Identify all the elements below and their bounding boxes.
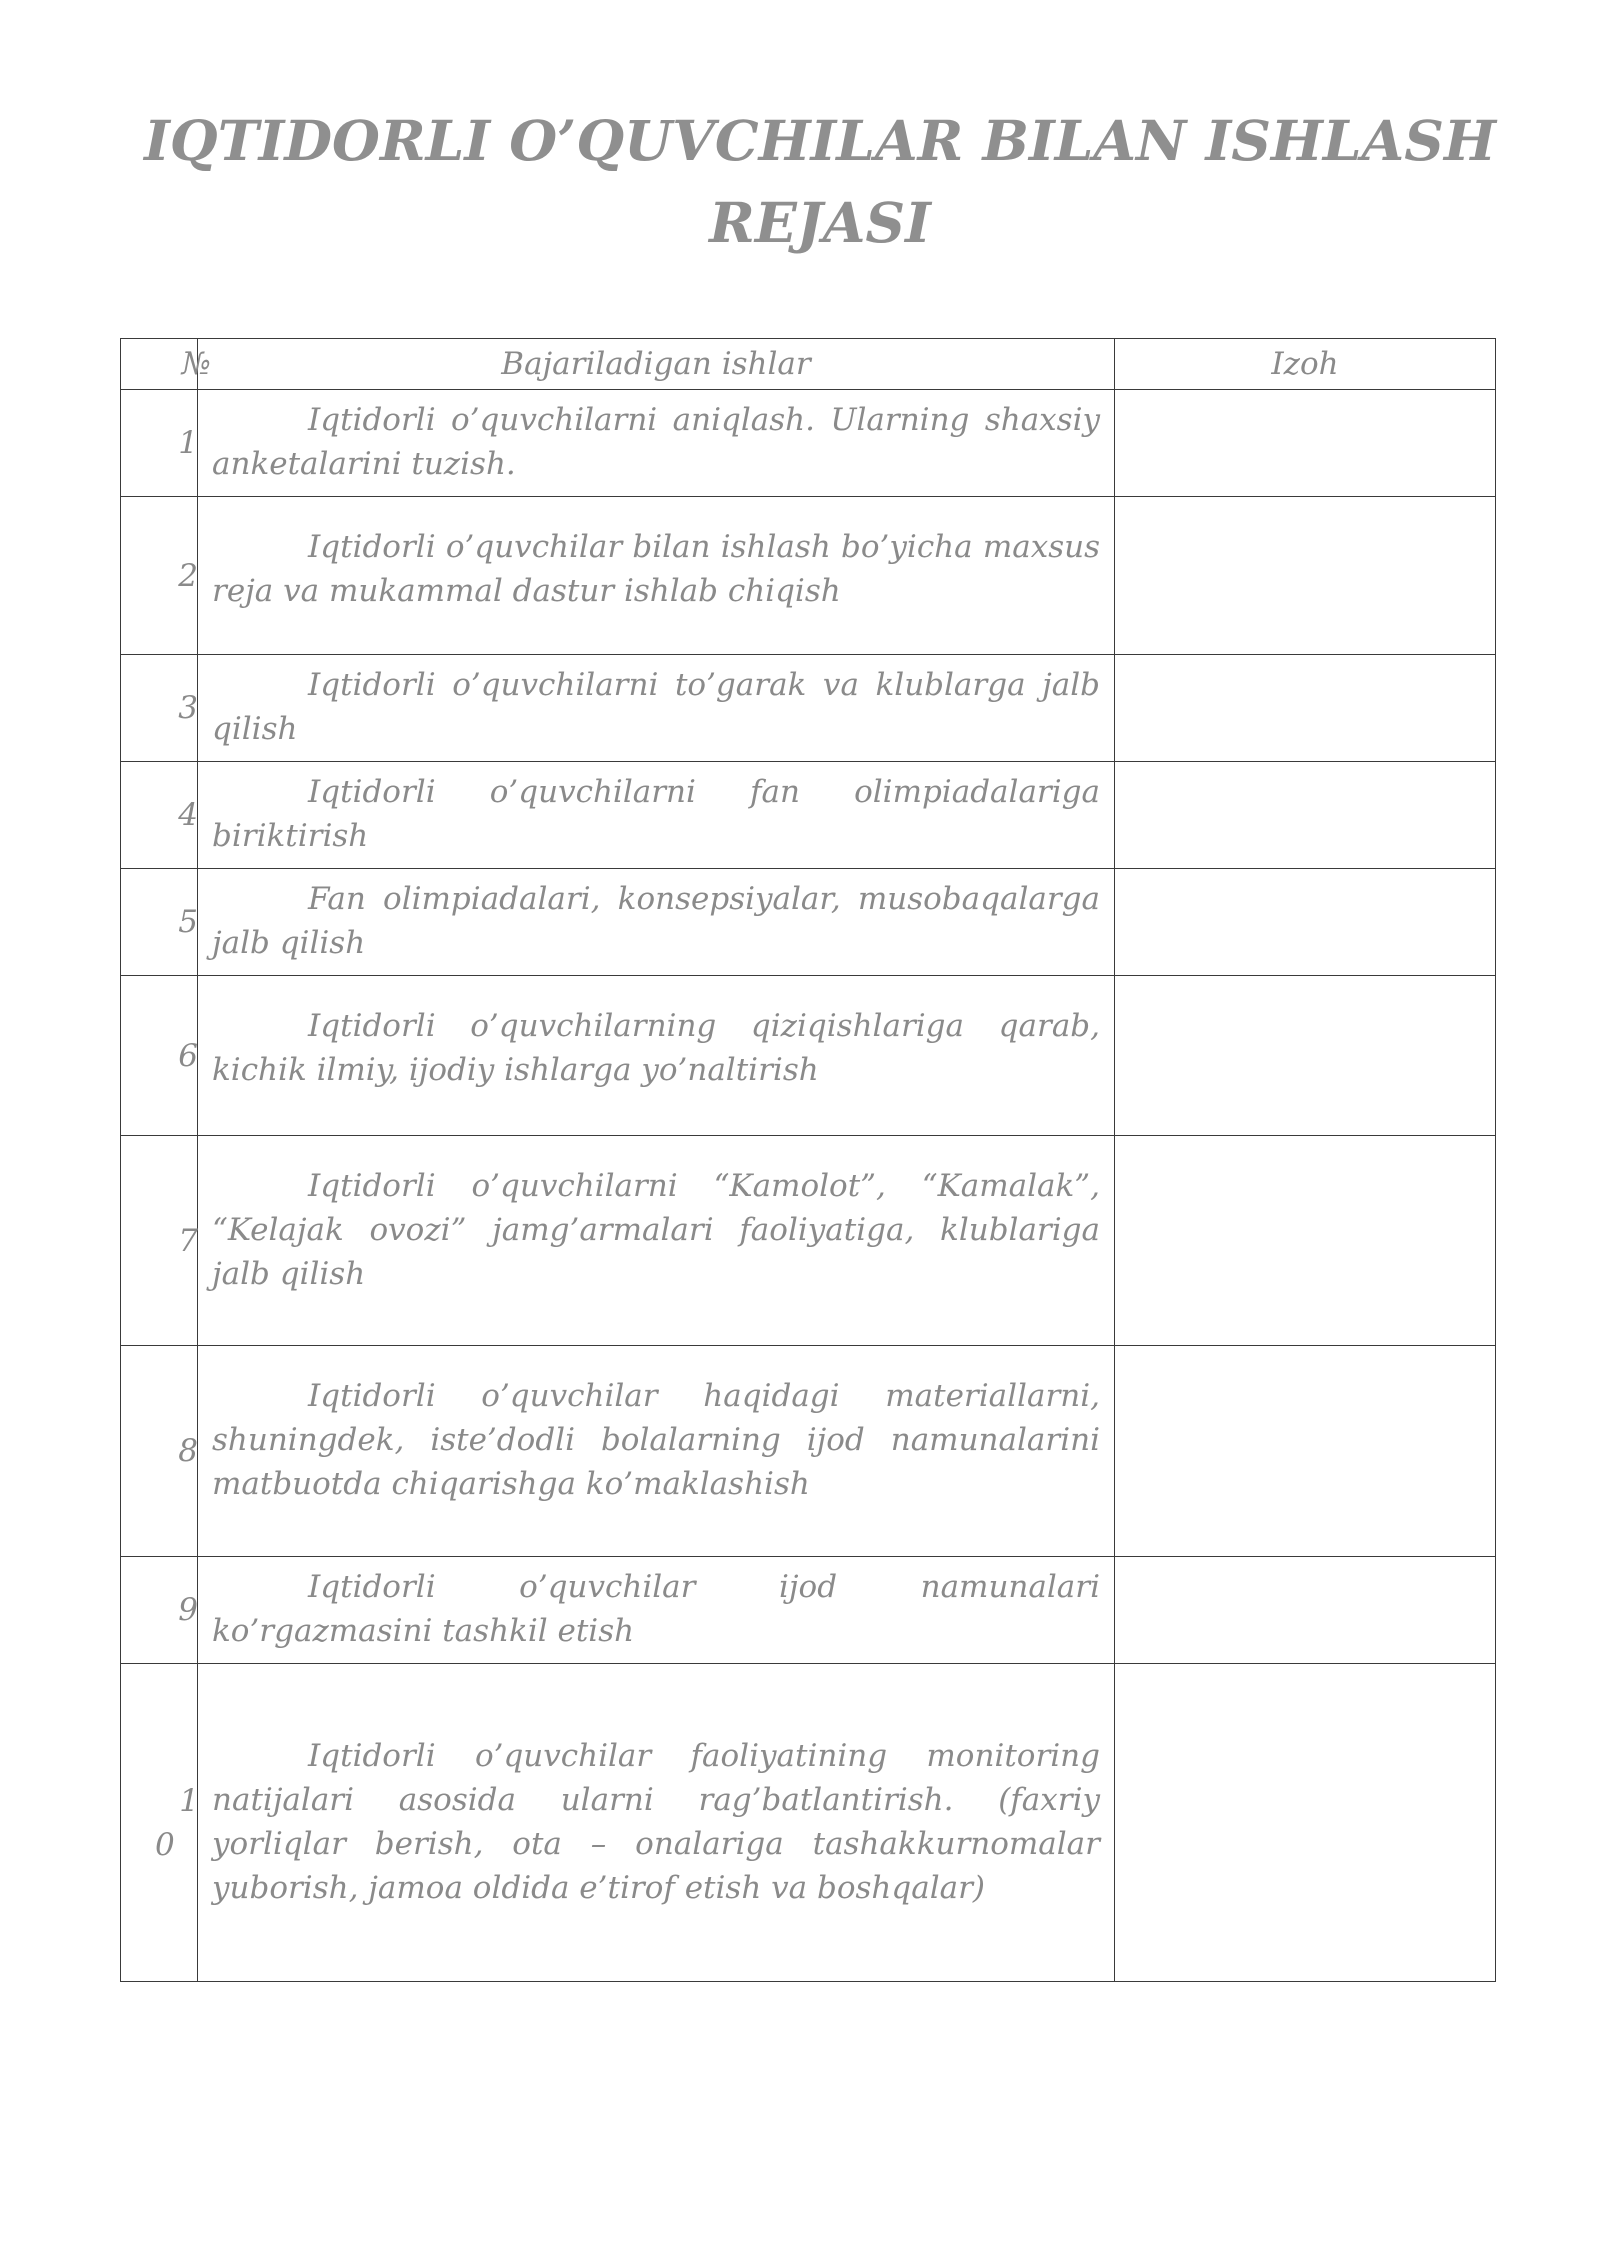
table-row xyxy=(121,762,1496,869)
header-number: № xyxy=(121,339,198,390)
row-number: 2 xyxy=(121,497,198,655)
row-number-line-2: 0 xyxy=(155,1826,175,1863)
row-number: 9 xyxy=(121,1557,198,1664)
row-number-line-1: 1 xyxy=(179,1782,199,1819)
table-row xyxy=(121,390,1496,497)
row-task: Iqtidorli o’quvchilarni “Kamolot”, “Kamalak”, “Kelajak ovozi” jamg’armalari faoliyatiga, klublariga jalb qilish xyxy=(198,1136,1115,1346)
row-note xyxy=(1115,390,1496,497)
row-number: 4 xyxy=(121,762,198,869)
row-note xyxy=(1115,869,1496,976)
row-note xyxy=(1115,976,1496,1136)
row-task: Iqtidorli o’quvchilarni fan olimpiadalariga biriktirish xyxy=(198,762,1115,869)
row-task: Iqtidorli o’quvchilar bilan ishlash bo’yicha maxsus reja va mukammal dastur ishlab chiqish xyxy=(198,497,1115,655)
row-task: Iqtidorli o’quvchilar ijod namunalari ko’rgazmasini tashkil etish xyxy=(198,1557,1115,1664)
row-number: 3 xyxy=(121,655,198,762)
page-title xyxy=(120,100,1520,264)
table-row xyxy=(121,869,1496,976)
row-number: 1 xyxy=(121,390,198,497)
table-row xyxy=(121,1557,1496,1664)
row-number: 8 xyxy=(121,1346,198,1557)
table-row xyxy=(121,497,1496,655)
row-task: Iqtidorli o’quvchilar faoliyatining monitoring natijalari asosida ularni rag’batlantirish. (faxriy yorliqlar berish, ota – onalariga tashakkurnomalar yuborish, jamoa oldida e’tirof etish va boshqalar) xyxy=(198,1664,1115,1982)
row-note xyxy=(1115,762,1496,869)
row-number xyxy=(121,1664,198,1982)
table-row xyxy=(121,1136,1496,1346)
row-task: Iqtidorli o’quvchilarni to’garak va klublarga jalb qilish xyxy=(198,655,1115,762)
row-number: 6 xyxy=(121,976,198,1136)
page-title-line-2: REJASI xyxy=(709,190,931,255)
row-note xyxy=(1115,1346,1496,1557)
row-note xyxy=(1115,655,1496,762)
header-note: Izoh xyxy=(1115,339,1496,390)
header-task: Bajariladigan ishlar xyxy=(198,339,1115,390)
table-header-row xyxy=(121,339,1496,390)
plan-table xyxy=(120,338,1496,1982)
table-row xyxy=(121,655,1496,762)
table-row xyxy=(121,1346,1496,1557)
row-note xyxy=(1115,1664,1496,1982)
row-number: 5 xyxy=(121,869,198,976)
row-task: Iqtidorli o’quvchilarni aniqlash. Ularning shaxsiy anketalarini tuzish. xyxy=(198,390,1115,497)
row-task: Iqtidorli o’quvchilar haqidagi materiallarni, shuningdek, iste’dodli bolalarning ijod namunalarini matbuotda chiqarishga ko’maklashish xyxy=(198,1346,1115,1557)
table-row xyxy=(121,976,1496,1136)
row-number: 7 xyxy=(121,1136,198,1346)
row-task: Iqtidorli o’quvchilarning qiziqishlariga qarab, kichik ilmiy, ijodiy ishlarga yo’naltirish xyxy=(198,976,1115,1136)
table-row xyxy=(121,1664,1496,1982)
row-task: Fan olimpiadalari, konsepsiyalar, musobaqalarga jalb qilish xyxy=(198,869,1115,976)
row-note xyxy=(1115,497,1496,655)
page-title-line-1: IQTIDORLI O’QUVCHILAR BILAN ISHLASH xyxy=(144,108,1496,173)
row-note xyxy=(1115,1557,1496,1664)
row-note xyxy=(1115,1136,1496,1346)
